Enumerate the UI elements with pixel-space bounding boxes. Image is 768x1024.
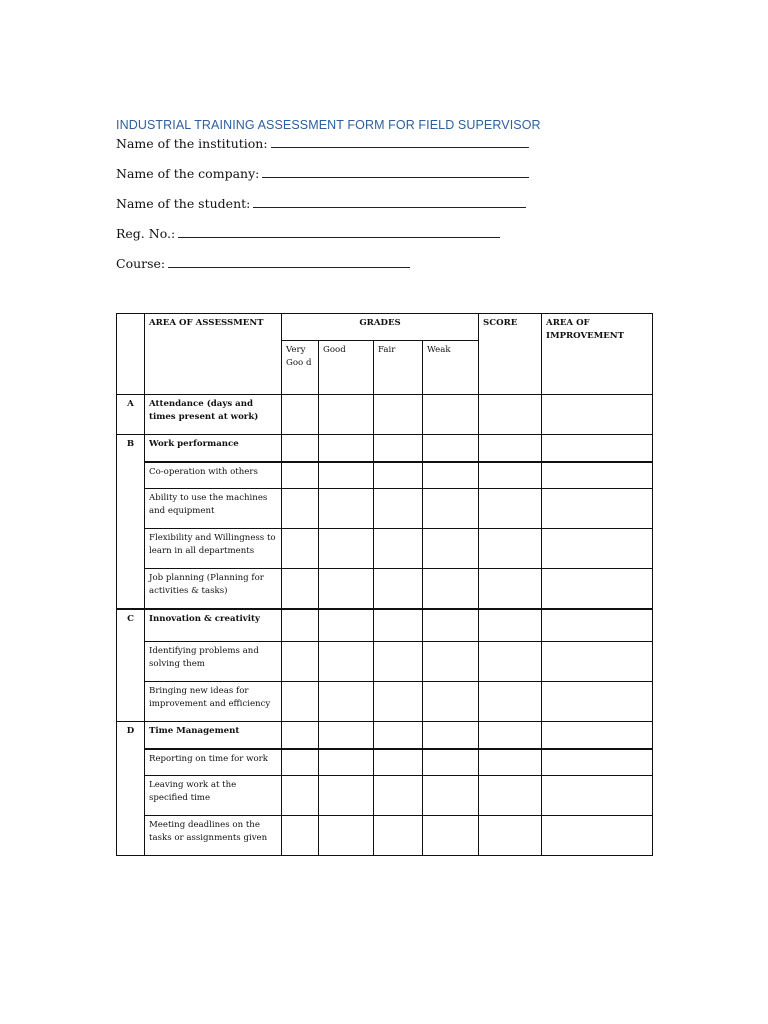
grade-cell[interactable]: [374, 722, 423, 749]
grade-cell[interactable]: [423, 816, 479, 856]
score-cell[interactable]: [479, 776, 542, 816]
grade-cell[interactable]: [319, 816, 374, 856]
grade-cell[interactable]: [319, 609, 374, 642]
score-cell[interactable]: [479, 569, 542, 609]
grade-cell[interactable]: [282, 395, 319, 435]
header-grades: GRADES: [282, 314, 479, 341]
grade-cell[interactable]: [423, 569, 479, 609]
reg-no-input-line[interactable]: [178, 226, 500, 238]
reg-no-field: [116, 226, 500, 241]
score-cell[interactable]: [479, 722, 542, 749]
section-title: Time Management: [145, 722, 282, 749]
section-title: Work performance: [145, 435, 282, 462]
grade-cell[interactable]: [423, 489, 479, 529]
grade-cell[interactable]: [282, 462, 319, 489]
grade-cell[interactable]: [374, 776, 423, 816]
grade-cell[interactable]: [319, 682, 374, 722]
table-row: [117, 569, 653, 609]
table-row: [117, 776, 653, 816]
header-area-of-assessment: AREA OF ASSESSMENT: [145, 314, 282, 395]
table-row: [117, 682, 653, 722]
table-row: [117, 642, 653, 682]
table-row: [117, 529, 653, 569]
criterion-label: Leaving work at the specified time: [145, 776, 282, 816]
criterion-label: Job planning (Planning for activities & tasks): [145, 569, 282, 609]
grade-very-good: Very Goo d: [282, 341, 319, 395]
grade-cell[interactable]: [423, 722, 479, 749]
grade-cell[interactable]: [319, 462, 374, 489]
table-row: [117, 816, 653, 856]
grade-cell[interactable]: [319, 749, 374, 776]
grade-cell[interactable]: [282, 776, 319, 816]
header-letter-cell: [117, 314, 145, 395]
grade-cell[interactable]: [423, 642, 479, 682]
improvement-cell[interactable]: [542, 529, 653, 569]
company-label: Name of the company:: [116, 166, 260, 181]
grade-cell[interactable]: [282, 489, 319, 529]
institution-label: Name of the institution:: [116, 136, 268, 151]
criterion-label: Meeting deadlines on the tasks or assignments given: [145, 816, 282, 856]
table-row: [117, 395, 653, 435]
grade-cell[interactable]: [282, 749, 319, 776]
grade-cell[interactable]: [423, 609, 479, 642]
score-cell[interactable]: [479, 642, 542, 682]
table-row: [117, 749, 653, 776]
grade-cell[interactable]: [374, 529, 423, 569]
section-letter: B: [117, 435, 145, 609]
improvement-cell[interactable]: [542, 489, 653, 529]
grade-cell[interactable]: [319, 529, 374, 569]
table-row: [117, 722, 653, 749]
grade-cell[interactable]: [374, 816, 423, 856]
score-cell[interactable]: [479, 609, 542, 642]
section-title: Innovation & creativity: [145, 609, 282, 642]
grade-cell[interactable]: [423, 682, 479, 722]
grade-cell[interactable]: [423, 395, 479, 435]
student-label: Name of the student:: [116, 196, 251, 211]
improvement-cell[interactable]: [542, 642, 653, 682]
grade-cell[interactable]: [319, 395, 374, 435]
criterion-label: Flexibility and Willingness to learn in all departments: [145, 529, 282, 569]
section-title: Attendance (days and times present at work): [145, 395, 282, 435]
grade-cell[interactable]: [423, 529, 479, 569]
grade-cell[interactable]: [319, 569, 374, 609]
header-score: SCORE: [479, 314, 542, 395]
score-cell[interactable]: [479, 682, 542, 722]
section-letter: A: [117, 395, 145, 435]
grade-cell[interactable]: [282, 682, 319, 722]
table-row: [117, 435, 653, 462]
reg-no-label: Reg. No.:: [116, 226, 176, 241]
grade-fair: Fair: [374, 341, 423, 395]
grade-cell[interactable]: [319, 489, 374, 529]
score-cell[interactable]: [479, 749, 542, 776]
assessment-table: [116, 313, 653, 856]
section-letter: D: [117, 722, 145, 856]
course-field: [116, 256, 410, 271]
grade-cell[interactable]: [374, 489, 423, 529]
grade-cell[interactable]: [282, 609, 319, 642]
score-cell[interactable]: [479, 489, 542, 529]
header-row: [117, 314, 653, 341]
criterion-label: Bringing new ideas for improvement and efficiency: [145, 682, 282, 722]
grade-cell[interactable]: [319, 722, 374, 749]
improvement-cell[interactable]: [542, 609, 653, 642]
course-label: Course:: [116, 256, 166, 271]
grade-cell[interactable]: [282, 569, 319, 609]
score-cell[interactable]: [479, 462, 542, 489]
grade-weak: Weak: [423, 341, 479, 395]
criterion-label: Reporting on time for work: [145, 749, 282, 776]
improvement-cell[interactable]: [542, 395, 653, 435]
score-cell[interactable]: [479, 816, 542, 856]
criterion-label: Co-operation with others: [145, 462, 282, 489]
grade-cell[interactable]: [282, 642, 319, 682]
section-letter: C: [117, 609, 145, 722]
improvement-cell[interactable]: [542, 816, 653, 856]
grade-cell[interactable]: [423, 462, 479, 489]
grade-cell[interactable]: [374, 462, 423, 489]
grade-cell[interactable]: [374, 569, 423, 609]
grade-cell[interactable]: [374, 609, 423, 642]
table-row: [117, 462, 653, 489]
grade-cell[interactable]: [423, 776, 479, 816]
grade-good: Good: [319, 341, 374, 395]
company-input-line[interactable]: [262, 166, 529, 178]
header-area-of-improvement: AREA OF IMPROVEMENT: [542, 314, 653, 395]
criterion-label: Ability to use the machines and equipment: [145, 489, 282, 529]
table-row: [117, 489, 653, 529]
score-cell[interactable]: [479, 395, 542, 435]
score-cell[interactable]: [479, 529, 542, 569]
criterion-label: Identifying problems and solving them: [145, 642, 282, 682]
improvement-cell[interactable]: [542, 722, 653, 749]
improvement-cell[interactable]: [542, 435, 653, 462]
grade-cell[interactable]: [282, 529, 319, 569]
grade-cell[interactable]: [374, 395, 423, 435]
student-input-line[interactable]: [253, 196, 526, 208]
grade-cell[interactable]: [282, 435, 319, 462]
student-field: [116, 196, 526, 211]
grade-cell[interactable]: [374, 642, 423, 682]
grade-cell[interactable]: [423, 435, 479, 462]
improvement-cell[interactable]: [542, 462, 653, 489]
grade-cell[interactable]: [282, 816, 319, 856]
improvement-cell[interactable]: [542, 682, 653, 722]
table-row: [117, 609, 653, 642]
improvement-cell[interactable]: [542, 569, 653, 609]
grade-cell[interactable]: [282, 722, 319, 749]
grade-cell[interactable]: [423, 749, 479, 776]
improvement-cell[interactable]: [542, 749, 653, 776]
course-input-line[interactable]: [168, 256, 410, 268]
improvement-cell[interactable]: [542, 776, 653, 816]
grade-cell[interactable]: [319, 776, 374, 816]
grade-cell[interactable]: [374, 435, 423, 462]
form-title: INDUSTRIAL TRAINING ASSESSMENT FORM FOR FIELD SUPERVISOR: [116, 118, 541, 132]
score-cell[interactable]: [479, 435, 542, 462]
grade-cell[interactable]: [374, 749, 423, 776]
institution-field: [116, 136, 529, 151]
grade-cell[interactable]: [319, 642, 374, 682]
grade-cell[interactable]: [319, 435, 374, 462]
company-field: [116, 166, 529, 181]
institution-input-line[interactable]: [271, 136, 529, 148]
grade-cell[interactable]: [374, 682, 423, 722]
